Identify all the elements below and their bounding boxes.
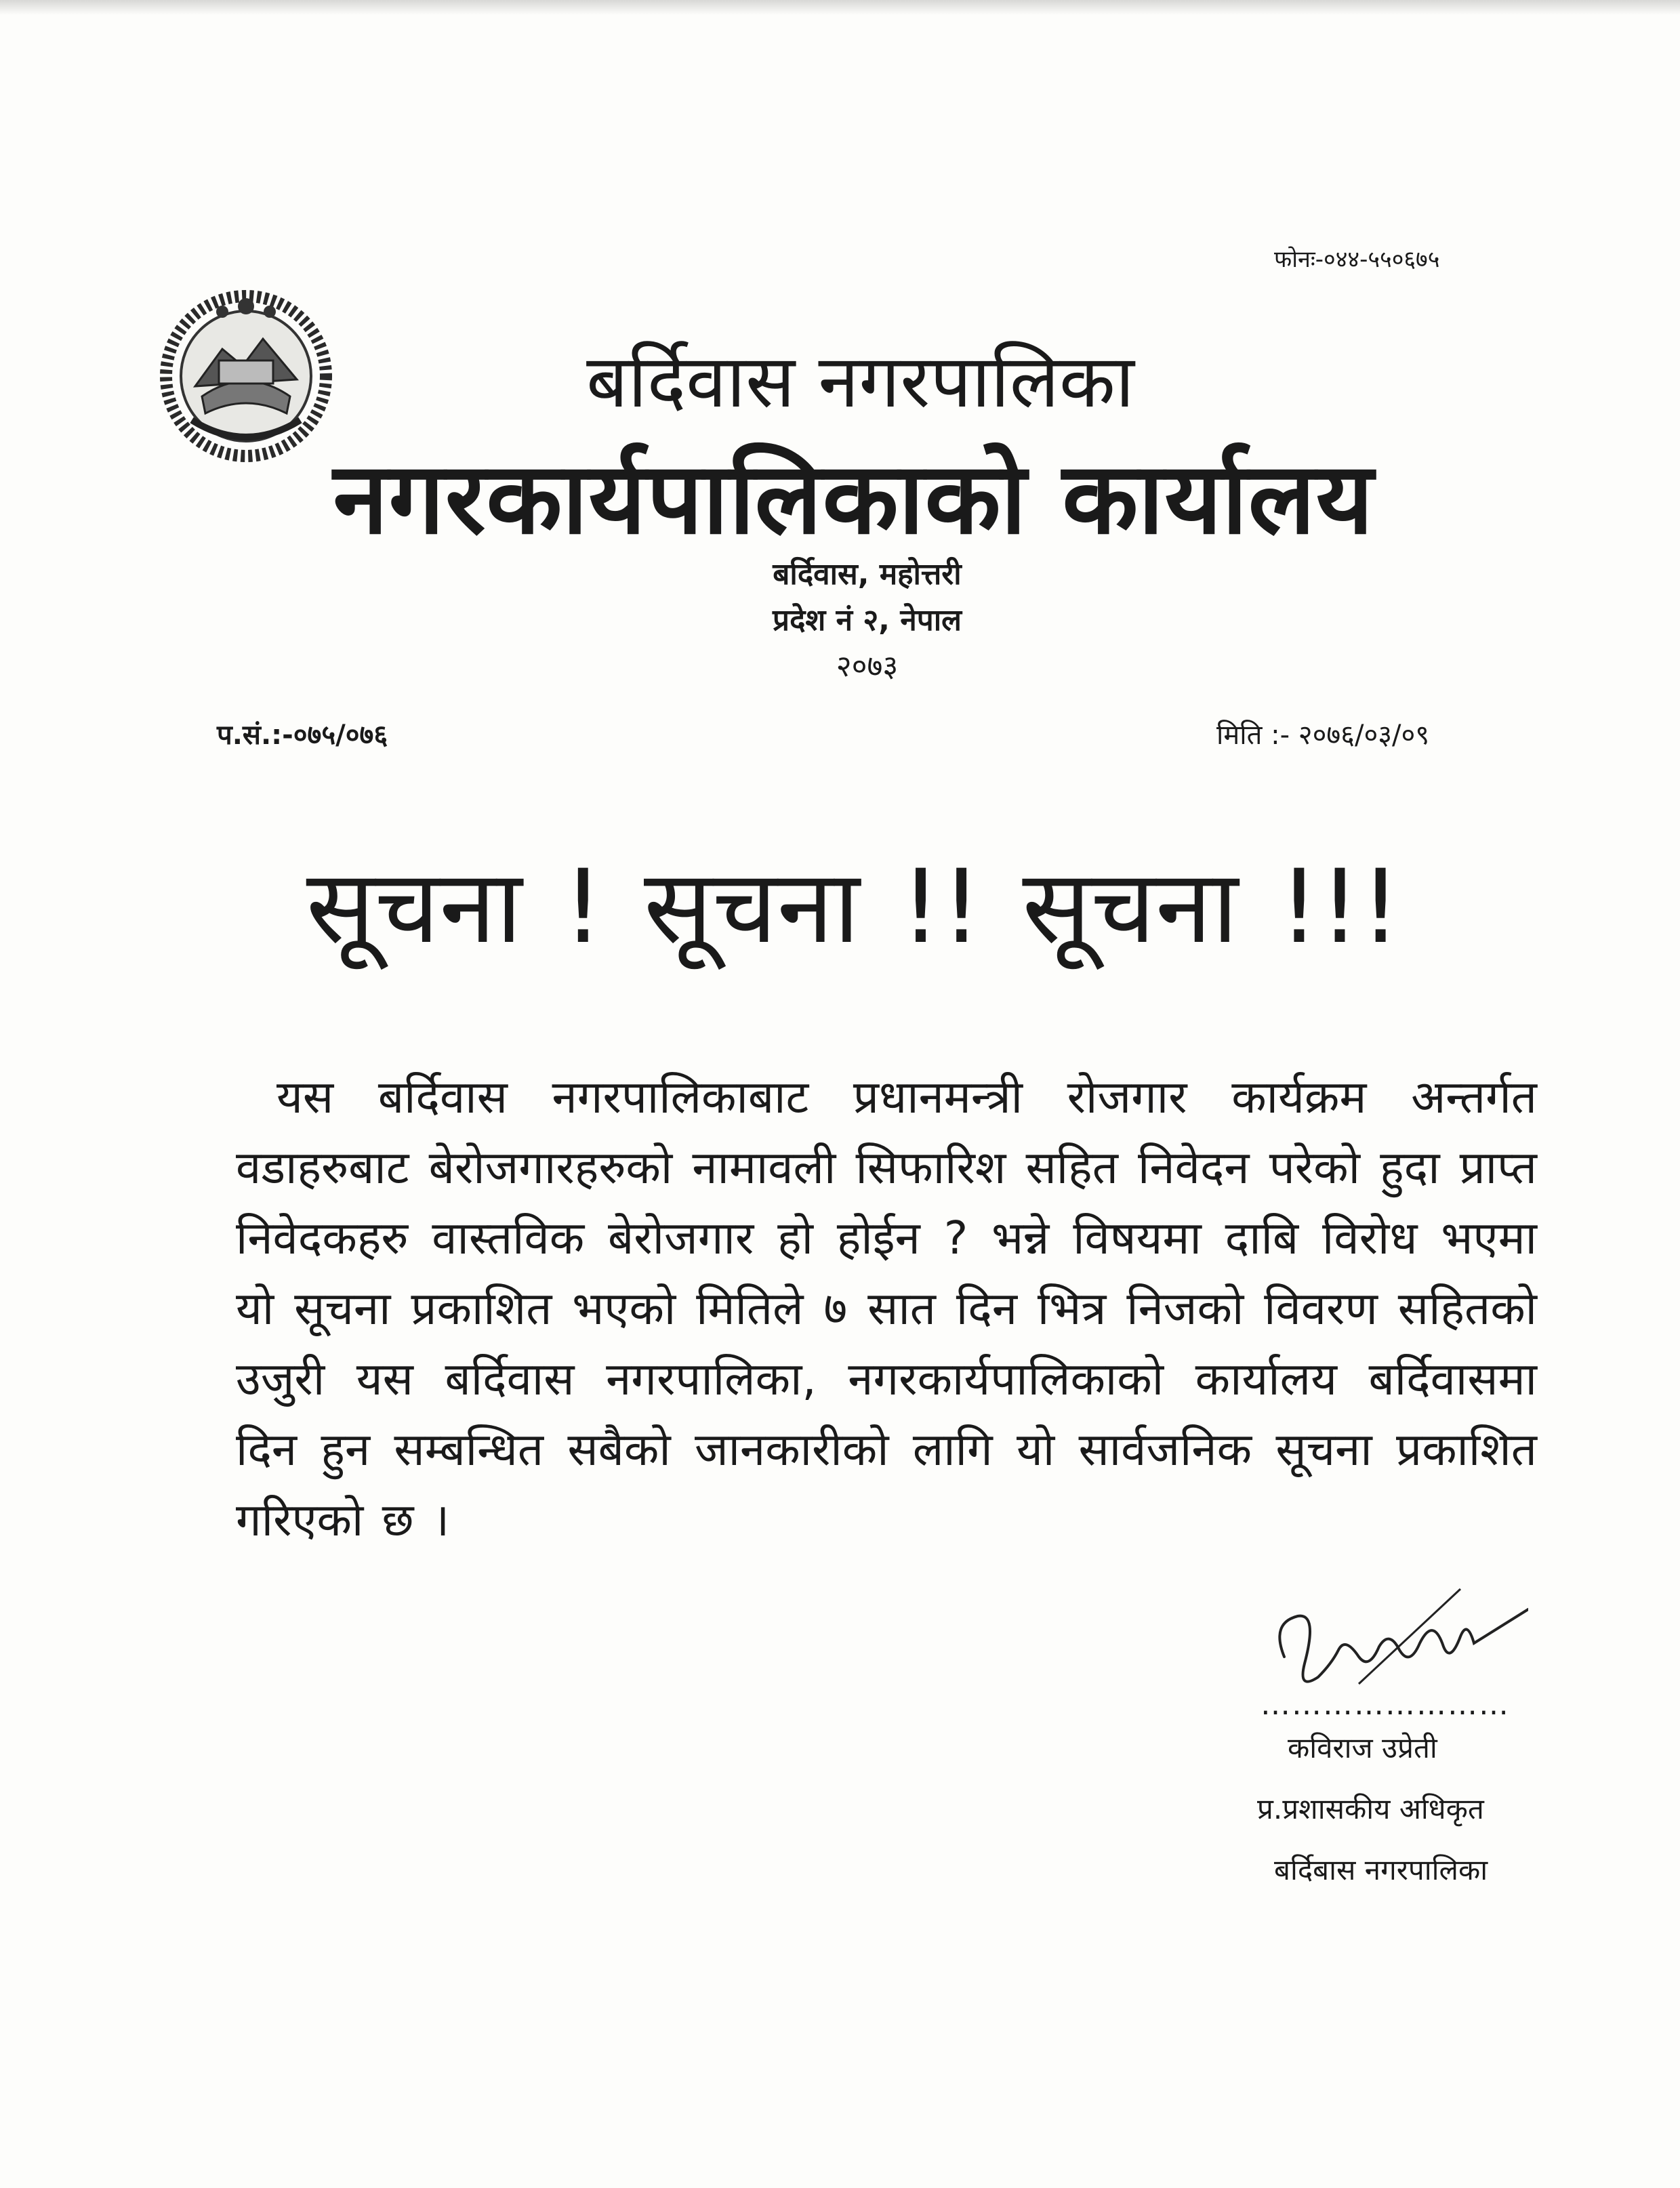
municipality-name: बर्दिवास नगरपालिका bbox=[586, 339, 1134, 424]
reference-number: प.सं.:-०७५/०७६ bbox=[217, 720, 388, 751]
scan-edge-shadow bbox=[0, 0, 1680, 15]
established-year: २०७३ bbox=[836, 649, 899, 684]
signatory-name: कविराज उप्रेती bbox=[1288, 1731, 1437, 1764]
notice-heading: सूचना ! सूचना !! सूचना !!! bbox=[306, 848, 1401, 966]
phone-number: फोनः-०४४-५५०६७५ bbox=[1274, 246, 1440, 273]
letter-date: मिति :- २०७६/०३/०९ bbox=[1216, 720, 1430, 751]
address-line-1: बर्दिवास, महोत्तरी bbox=[773, 557, 962, 592]
signatory-office: बर्दिबास नगरपालिका bbox=[1274, 1853, 1488, 1886]
signatory-title: प्र.प्रशासकीय अधिकृत bbox=[1257, 1792, 1484, 1825]
address-line-2: प्रदेश नं २, नेपाल bbox=[773, 603, 962, 638]
signature-line: …………………… bbox=[1261, 1687, 1510, 1722]
office-name: नगरकार्यपालिकाको कार्यालय bbox=[333, 441, 1374, 556]
notice-body: यस बर्दिवास नगरपालिकाबाट प्रधानमन्त्री रोजगार कार्यक्रम अन्तर्गत वडाहरुबाट बेरोजगारहरुको नामावली सिफारिश सहित निवेदन परेको हुदा प्राप्त निवेदकहरु वास्तविक बेरोजगार हो होईन ? भन्ने विषयमा दाबि विरोध भएमा यो सूचना प्रकाशित भएको मितिले ७ सात दिन भित्र निजको विवरण सहितको उजुरी यस बर्दिवास नगरपालिका, नगरकार्यपालिकाको कार्यालय बर्दिवासमा दिन हुन सम्बन्धित सबैको जानकारीको लागि यो सार्वजनिक सूचना प्रकाशित गरिएको छ । bbox=[236, 1071, 1537, 1546]
handwritten-signature bbox=[1257, 1582, 1528, 1704]
